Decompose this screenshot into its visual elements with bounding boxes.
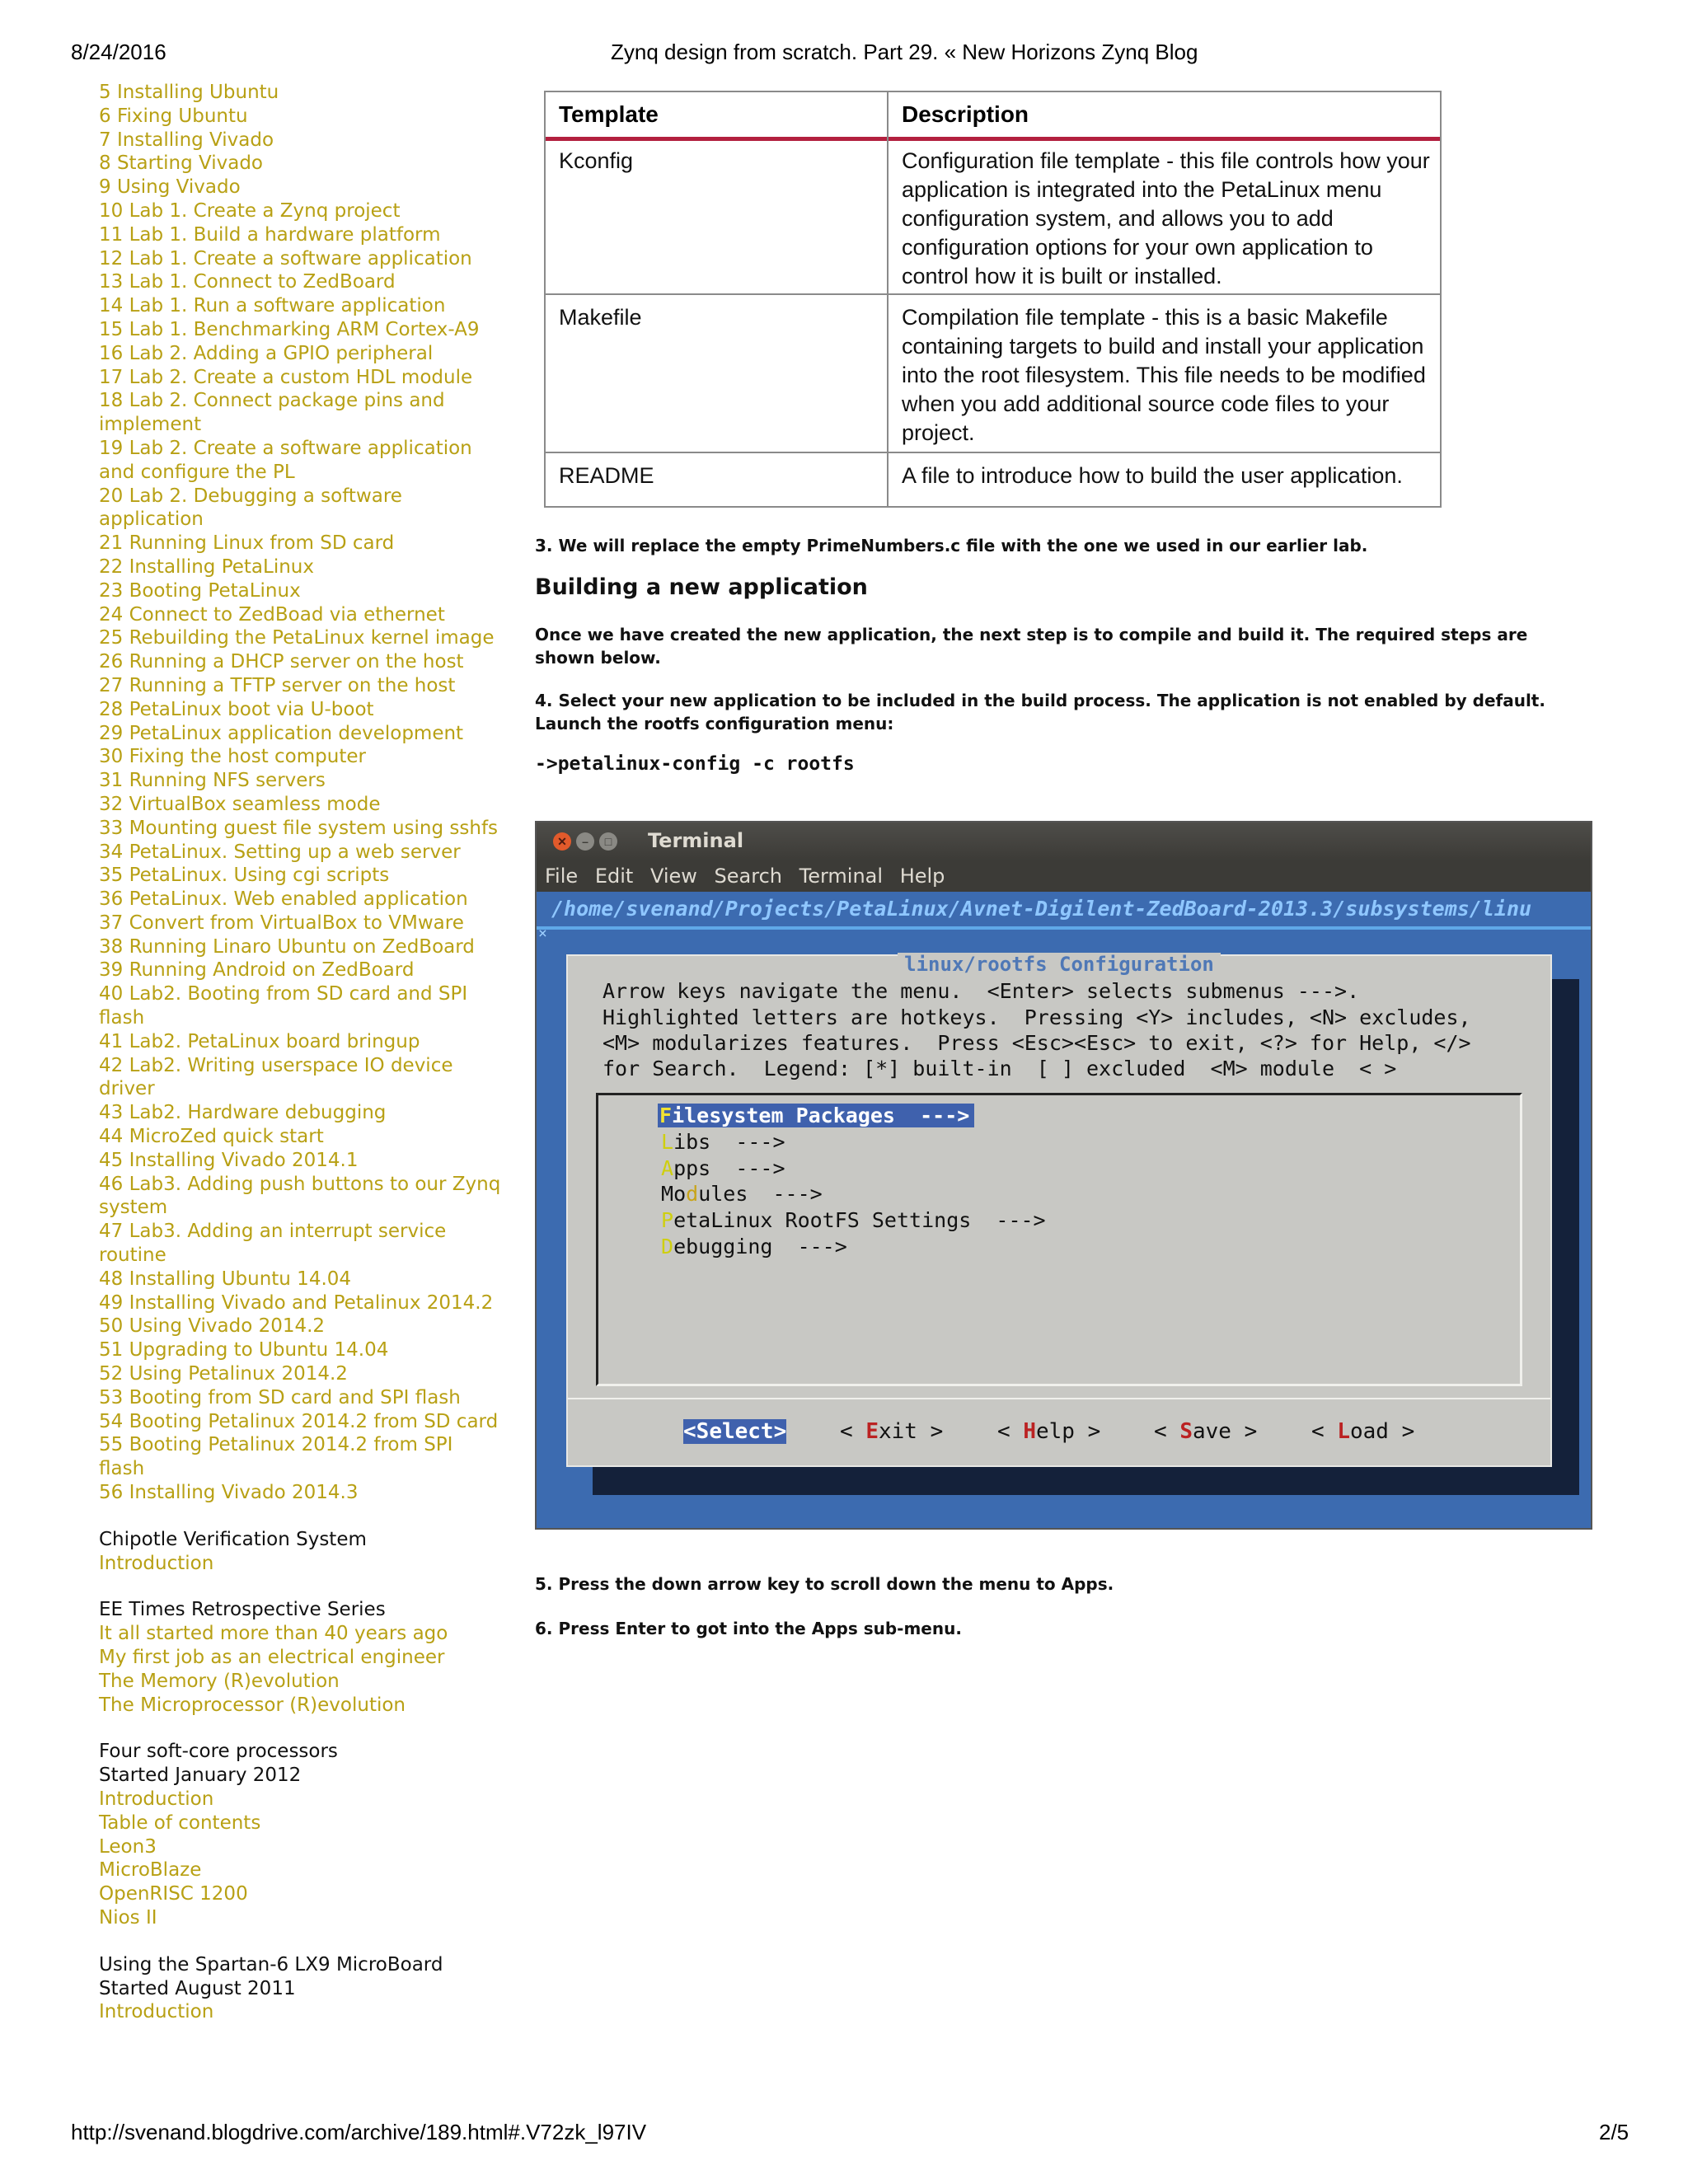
exit-button[interactable]	[840, 1419, 943, 1444]
sidebar-link[interactable]: 49 Installing Vivado and Petalinux 2014.2	[99, 1291, 494, 1314]
menu-help[interactable]: Help	[899, 865, 945, 888]
terminal-path-bar	[537, 926, 1591, 930]
sidebar-link[interactable]: 51 Upgrading to Ubuntu 14.04	[99, 1339, 389, 1361]
sidebar-link[interactable]: 56 Installing Vivado 2014.3	[99, 1482, 359, 1504]
button-label: elect>	[709, 1419, 787, 1444]
sidebar-link[interactable]: The Memory (R)evolution	[99, 1670, 340, 1692]
table-header-divider	[546, 137, 1440, 141]
menu-hotkey: d	[686, 1182, 699, 1206]
sidebar-link[interactable]: My first job as an electrical engineer	[99, 1647, 445, 1668]
sidebar-link[interactable]: Introduction	[99, 1788, 214, 1810]
menu-item-label: ibs --->	[673, 1130, 785, 1154]
menu-view[interactable]: View	[649, 865, 697, 888]
sidebar-heading: EE Times Retrospective Series	[99, 1599, 386, 1621]
page-title: Zynq design from scratch. Part 29. « New Horizons Zynq Blog	[611, 40, 1198, 64]
button-label: elp >	[1035, 1419, 1101, 1444]
menu-item-libs[interactable]	[659, 1130, 787, 1154]
sidebar-subheading: Started January 2012	[99, 1765, 302, 1787]
sidebar-link[interactable]: 29 PetaLinux application development	[99, 722, 464, 744]
sidebar-link[interactable]: It all started more than 40 years ago	[99, 1623, 448, 1645]
sidebar-link[interactable]: 53 Booting from SD card and SPI flash	[99, 1386, 461, 1408]
menu-hotkey: D	[661, 1235, 674, 1258]
menu-item-label: pps --->	[673, 1156, 785, 1180]
table-cell-description: Configuration file template - this file controls how your application is integrated into the PetaLinux menu configuration system, and allows you to add configuration options for your own application to control how it is built or installed.	[902, 148, 1430, 288]
sidebar-link[interactable]: 33 Mounting guest file system using sshfs	[99, 817, 499, 839]
sidebar-link[interactable]: 19 Lab 2. Create a software application and configure the PL	[99, 437, 472, 483]
config-dialog	[566, 954, 1552, 1467]
sidebar-softcore	[99, 1740, 503, 1929]
menu-item-label: ules --->	[698, 1182, 823, 1206]
button-label: ave >	[1192, 1419, 1258, 1444]
sidebar-link[interactable]: 16 Lab 2. Adding a GPIO peripheral	[99, 342, 434, 364]
section-heading: Building a new application	[535, 574, 868, 600]
button-bracket: <	[840, 1419, 866, 1444]
menu-item-label: ebugging --->	[673, 1235, 847, 1258]
sidebar-link[interactable]: Nios II	[99, 1906, 157, 1929]
sidebar-link[interactable]: 5 Installing Ubuntu	[99, 82, 279, 103]
command-line: ->petalinux-config -c rootfs	[535, 753, 855, 775]
sidebar-link[interactable]: Introduction	[99, 1552, 214, 1574]
button-hotkey: L	[1337, 1419, 1350, 1444]
sidebar-heading: Four soft-core processors	[99, 1741, 338, 1763]
table-cell-template: Makefile	[559, 305, 642, 330]
table-header-description: Description	[902, 101, 1029, 127]
sidebar-link[interactable]: 37 Convert from VirtualBox to VMware	[99, 912, 464, 934]
select-button[interactable]	[683, 1419, 786, 1444]
menu-hotkey: A	[661, 1156, 674, 1180]
step-6-text: 6. Press Enter to got into the Apps sub-menu.	[535, 1619, 962, 1638]
menu-hotkey: F	[659, 1104, 673, 1127]
sidebar	[99, 81, 503, 2047]
sidebar-link[interactable]: MicroBlaze	[99, 1859, 202, 1882]
sidebar-zynq-links	[99, 81, 503, 1505]
page-url: http://svenand.blogdrive.com/archive/189.html#.V72zk_l97IV	[71, 2120, 647, 2144]
sidebar-link[interactable]: 15 Lab 1. Benchmarking ARM Cortex-A9	[99, 318, 480, 340]
step-5-text: 5. Press the down arrow key to scroll down the menu to Apps.	[535, 1574, 1114, 1594]
sidebar-link[interactable]: 45 Installing Vivado 2014.1	[99, 1149, 359, 1171]
sidebar-link[interactable]: 20 Lab 2. Debugging a software application	[99, 485, 402, 531]
sidebar-link[interactable]: 50 Using Vivado 2014.2	[99, 1315, 326, 1338]
button-label: oad >	[1349, 1419, 1415, 1444]
sidebar-link[interactable]: The Microprocessor (R)evolution	[99, 1694, 406, 1716]
terminal-titlebar	[537, 823, 1591, 860]
sidebar-chipotle	[99, 1528, 503, 1576]
menu-edit[interactable]: Edit	[594, 865, 634, 888]
terminal-title: Terminal	[648, 829, 744, 852]
help-line: Arrow keys navigate the menu. <Enter> selects submenus --->.	[603, 979, 1360, 1003]
dialog-separator	[568, 1398, 1550, 1399]
sidebar-link[interactable]: 10 Lab 1. Create a Zynq project	[99, 199, 401, 222]
dialog-title	[568, 953, 1550, 976]
sidebar-link[interactable]: 22 Installing PetaLinux	[99, 555, 314, 578]
minimize-icon[interactable]: –	[576, 832, 594, 851]
menu-item-apps[interactable]	[659, 1156, 787, 1180]
sidebar-link[interactable]: 11 Lab 1. Build a hardware platform	[99, 223, 441, 246]
table-row-divider	[546, 452, 1440, 453]
button-hotkey: E	[865, 1419, 879, 1444]
sidebar-link[interactable]: 7 Installing Vivado	[99, 129, 274, 151]
sidebar-link[interactable]: 27 Running a TFTP server on the host	[99, 674, 456, 696]
sidebar-link[interactable]: 12 Lab 1. Create a software application	[99, 247, 472, 269]
menu-hotkey: P	[661, 1208, 674, 1232]
menu-search[interactable]: Search	[714, 865, 782, 888]
sidebar-link[interactable]: 26 Running a DHCP server on the host	[99, 651, 464, 673]
sidebar-heading: Chipotle Verification System	[99, 1528, 367, 1550]
table-cell-template: README	[559, 463, 654, 488]
sidebar-link[interactable]: 42 Lab2. Writing userspace IO device driver	[99, 1054, 453, 1100]
menu-list	[596, 1093, 1522, 1386]
sidebar-link[interactable]: 8 Starting Vivado	[99, 152, 264, 175]
sidebar-link[interactable]: Leon3	[99, 1835, 157, 1858]
sidebar-link[interactable]: 46 Lab3. Adding push buttons to our Zynq system	[99, 1173, 501, 1219]
menu-item-debugging[interactable]	[659, 1235, 849, 1258]
help-line: <M> modularizes features. Press <Esc><Esc> to exit, <?> for Help, </>	[603, 1031, 1471, 1055]
load-button[interactable]	[1311, 1419, 1414, 1444]
maximize-icon[interactable]: □	[599, 832, 617, 851]
button-hotkey: S	[696, 1419, 710, 1444]
sidebar-link[interactable]: Introduction	[99, 2001, 214, 2023]
button-bracket: <	[997, 1419, 1024, 1444]
sidebar-link[interactable]: 17 Lab 2. Create a custom HDL module	[99, 366, 473, 388]
table-header-template: Template	[559, 101, 659, 127]
menu-item-modules[interactable]	[659, 1182, 824, 1206]
step-3-text: 3. We will replace the empty PrimeNumbers.c file with the one we used in our earlier lab.	[535, 536, 1368, 555]
sidebar-link[interactable]: 40 Lab2. Booting from SD card and SPI flash	[99, 983, 468, 1029]
intro-text: Once we have created the new application, the next step is to compile and build it. The required steps are shown below.	[535, 625, 1528, 668]
sidebar-link[interactable]: 39 Running Android on ZedBoard	[99, 959, 415, 982]
sidebar-link[interactable]: 54 Booting Petalinux 2014.2 from SD card	[99, 1410, 499, 1432]
menu-item-label: ilesystem Packages --->	[672, 1104, 970, 1127]
sidebar-link[interactable]: 25 Rebuilding the PetaLinux kernel image	[99, 627, 495, 649]
sidebar-link[interactable]: 52 Using Petalinux 2014.2	[99, 1363, 348, 1385]
sidebar-link[interactable]: 55 Booting Petalinux 2014.2 from SPI flash	[99, 1434, 453, 1480]
sidebar-link[interactable]: 9 Using Vivado	[99, 176, 241, 199]
sidebar-link[interactable]: 14 Lab 1. Run a software application	[99, 295, 446, 317]
sidebar-link[interactable]: 38 Running Linaro Ubuntu on ZedBoard	[99, 935, 475, 958]
sidebar-link[interactable]: 47 Lab3. Adding an interrupt service routine	[99, 1221, 447, 1267]
sidebar-link[interactable]: 32 VirtualBox seamless mode	[99, 793, 381, 815]
sidebar-link[interactable]: 24 Connect to ZedBoad via ethernet	[99, 603, 445, 626]
sidebar-link[interactable]: 6 Fixing Ubuntu	[99, 105, 248, 127]
button-bracket: <	[1154, 1419, 1180, 1444]
sidebar-link[interactable]: 21 Running Linux from SD card	[99, 532, 395, 555]
terminal-path: /home/svenand/Projects/PetaLinux/Avnet-Digilent-ZedBoard-2013.3/subsystems/linu	[551, 897, 1532, 921]
sidebar-heading: Using the Spartan-6 LX9 MicroBoard	[99, 1953, 443, 1975]
button-bracket: <	[1311, 1419, 1338, 1444]
button-label: xit >	[878, 1419, 944, 1444]
sidebar-subheading: Started August 2011	[99, 1977, 296, 1999]
help-button[interactable]	[997, 1419, 1100, 1444]
help-line: Highlighted letters are hotkeys. Pressing <Y> includes, <N> excludes,	[603, 1005, 1471, 1029]
sidebar-link[interactable]: OpenRISC 1200	[99, 1883, 248, 1905]
sidebar-link[interactable]: 31 Running NFS servers	[99, 770, 326, 792]
menu-hotkey: L	[661, 1130, 674, 1154]
sidebar-link[interactable]: 23 Booting PetaLinux	[99, 579, 301, 602]
sidebar-link[interactable]: Table of contents	[99, 1811, 261, 1834]
menu-terminal[interactable]: Terminal	[799, 865, 884, 888]
dialog-title-text: linux/rootfs Configuration	[898, 953, 1221, 976]
table-cell-description: A file to introduce how to build the user application.	[902, 463, 1403, 488]
sidebar-link[interactable]: 13 Lab 1. Connect to ZedBoard	[99, 271, 396, 293]
sidebar-link[interactable]: 28 PetaLinux boot via U-boot	[99, 698, 374, 720]
menu-file[interactable]: File	[545, 865, 579, 888]
terminal-screenshot	[535, 821, 1592, 1530]
help-line: for Search. Legend: [*] built-in [ ] excluded <M> module < >	[603, 1057, 1397, 1080]
table-cell-description: Compilation file template - this is a basic Makefile containing targets to build and install your application into the root filesystem. This file needs to be modified when you add additional source code files to your project.	[902, 305, 1426, 445]
button-hotkey: S	[1179, 1419, 1193, 1444]
sidebar-link[interactable]: 43 Lab2. Hardware debugging	[99, 1102, 387, 1124]
table-cell-template: Kconfig	[559, 148, 634, 173]
sidebar-eetimes	[99, 1598, 503, 1717]
close-icon[interactable]: ✕	[553, 832, 571, 851]
menu-item-label: etaLinux RootFS Settings --->	[673, 1208, 1046, 1232]
page-number: 2/5	[1599, 2120, 1629, 2144]
menu-item-filesystem-packages[interactable]	[658, 1104, 974, 1127]
terminal-menubar	[537, 860, 1591, 892]
sidebar-link[interactable]: 35 PetaLinux. Using cgi scripts	[99, 865, 390, 887]
menu-item-petalinux-rootfs-settings[interactable]	[659, 1208, 1048, 1232]
button-bracket: <	[683, 1419, 696, 1444]
save-button[interactable]	[1154, 1419, 1257, 1444]
menu-item-label: o	[673, 1182, 687, 1206]
sidebar-link[interactable]: 48 Installing Ubuntu 14.04	[99, 1268, 352, 1290]
template-table	[544, 91, 1442, 508]
menu-item-label: M	[661, 1182, 674, 1206]
button-hotkey: H	[1023, 1419, 1036, 1444]
print-date: 8/24/2016	[71, 40, 166, 64]
sidebar-link[interactable]: 18 Lab 2. Connect package pins and implement	[99, 390, 445, 436]
table-row-divider	[546, 293, 1440, 295]
sidebar-link[interactable]: 44 MicroZed quick start	[99, 1126, 324, 1148]
sidebar-link[interactable]: 36 PetaLinux. Web enabled application	[99, 888, 468, 911]
sidebar-link[interactable]: 34 PetaLinux. Setting up a web server	[99, 841, 461, 863]
close-icon: ×	[538, 925, 547, 942]
sidebar-spartan	[99, 1953, 503, 2024]
sidebar-link[interactable]: 30 Fixing the host computer	[99, 746, 366, 768]
step-4-text: 4. Select your new application to be included in the build process. The application is not enabled by default. Launch the rootfs configuration menu:	[535, 691, 1545, 733]
sidebar-link[interactable]: 41 Lab2. PetaLinux board bringup	[99, 1030, 420, 1052]
